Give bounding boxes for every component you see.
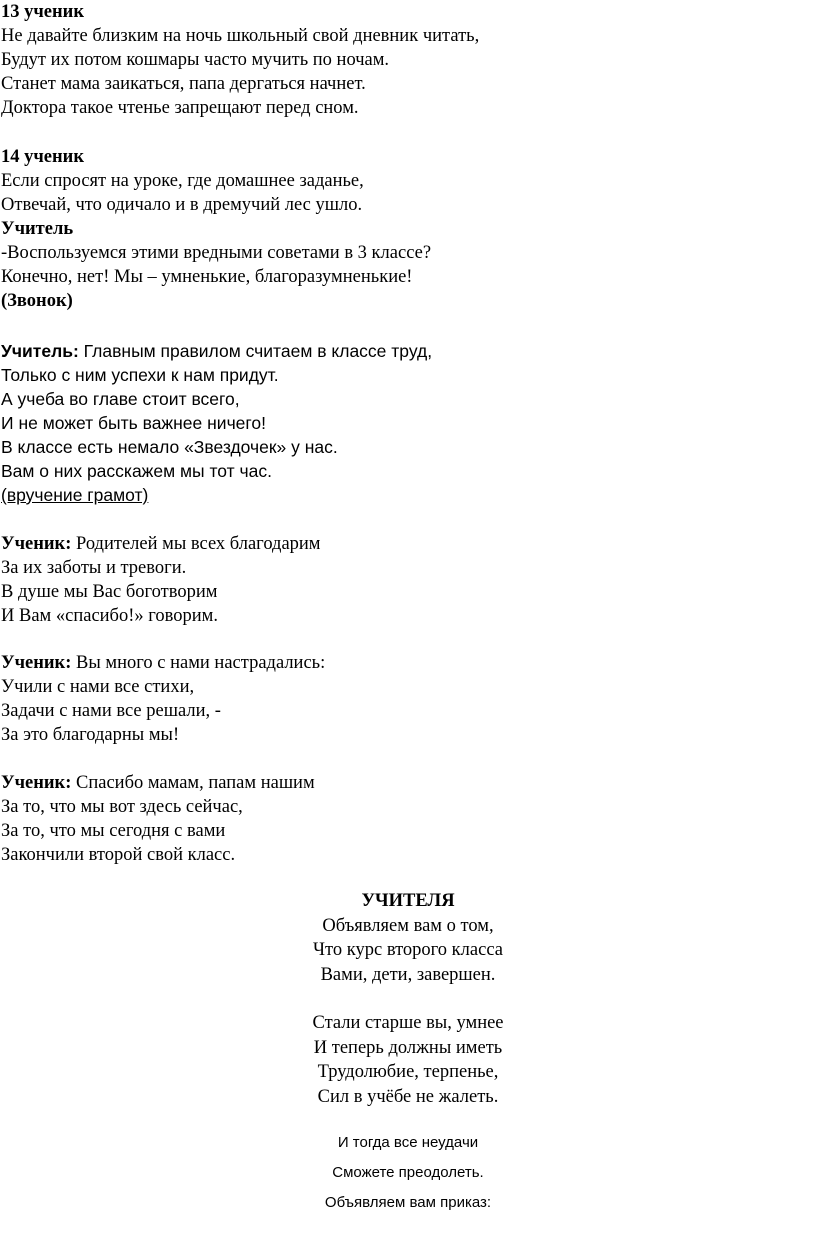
verse-line: Только с ним успехи к нам придут.	[1, 365, 279, 385]
section-pupil-thanks-3	[1, 771, 801, 867]
speaker-label: Ученик:	[1, 534, 72, 554]
verse-line: Сил в учёбе не жалеть.	[317, 1086, 499, 1107]
verse-line: За это благодарны мы!	[1, 725, 180, 745]
verse-line: За их заботы и тревоги.	[1, 558, 187, 578]
bell-note: (Звонок)	[1, 291, 73, 311]
verse-line: Родителей мы всех благодарим	[71, 534, 321, 554]
verse-line: Вам о них расскажем мы тот час.	[1, 461, 272, 481]
verse-line: Сможете преодолеть.	[332, 1164, 484, 1181]
verse-line: Закончили второй свой класс.	[1, 845, 236, 865]
verse-line: Станет мама заикаться, папа дергаться начнет.	[1, 74, 366, 94]
verse-line: Объявляем вам о том,	[322, 915, 494, 936]
verse-line: Если спросят на уроке, где домашнее заданье,	[1, 171, 364, 191]
pupil-14-heading: 14 ученик	[1, 147, 84, 167]
speaker-label: Учитель:	[1, 341, 79, 361]
verse-line: Спасибо мамам, папам нашим	[71, 773, 315, 793]
verse-line: В классе есть немало «Звездочек» у нас.	[1, 437, 338, 457]
verse-line: А учеба во главе стоит всего,	[1, 389, 240, 409]
verse-line: И тогда все неудачи	[337, 1134, 479, 1151]
verse-line: За то, что мы вот здесь сейчас,	[1, 797, 243, 817]
teacher-heading: Учитель	[1, 219, 74, 239]
verse-line: Доктора такое чтенье запрещают перед сном.	[1, 98, 359, 118]
verse-line: -Воспользуемся этими вредными советами в 3 классе?	[1, 243, 432, 263]
verse-line: Стали старше вы, умнее	[312, 1013, 504, 1033]
section-teachers	[0, 889, 816, 987]
verse-line: Конечно, нет! Мы – умненькие, благоразумненькие!	[1, 267, 413, 287]
section-pupil-13	[1, 0, 801, 120]
verse-line: Учили с нами все стихи,	[1, 677, 195, 697]
verse-line: Будут их потом кошмары часто мучить по ночам.	[1, 50, 390, 70]
verse-line: Главным правилом считаем в классе труд,	[78, 341, 433, 361]
section-pupil-thanks-1	[1, 532, 801, 628]
verse-line: И не может быть важнее ничего!	[1, 413, 267, 433]
award-note: (вручение грамот)	[1, 485, 149, 505]
verse-line: В душе мы Вас боготворим	[1, 582, 218, 602]
verse-line: И Вам «спасибо!» говорим.	[1, 606, 218, 626]
speaker-label: Ученик:	[1, 653, 72, 673]
verse-line: Вы много с нами настрадались:	[71, 653, 326, 673]
verse-line: Отвечай, что одичало и в дремучий лес ушло.	[1, 195, 363, 215]
teachers-heading: УЧИТЕЛЯ	[361, 891, 455, 911]
section-teachers-stanza-3	[0, 1128, 816, 1218]
verse-line: И теперь должны иметь	[313, 1037, 503, 1058]
section-pupil-14	[1, 145, 801, 313]
verse-line: Задачи с нами все решали, -	[1, 701, 221, 721]
section-teacher-speech	[1, 339, 801, 507]
verse-line: Объявляем вам приказ:	[324, 1194, 492, 1211]
speaker-label: Ученик:	[1, 773, 72, 793]
pupil-13-heading: 13 ученик	[1, 2, 84, 22]
verse-line: Трудолюбие, терпенье,	[317, 1062, 499, 1082]
verse-line: За то, что мы сегодня с вами	[1, 821, 226, 841]
section-teachers-stanza-2	[0, 1011, 816, 1109]
verse-line: Не давайте близким на ночь школьный свой дневник читать,	[1, 26, 480, 46]
verse-line: Вами, дети, завершен.	[320, 964, 496, 985]
section-pupil-thanks-2	[1, 651, 801, 747]
verse-line: Что курс второго класса	[313, 940, 503, 960]
